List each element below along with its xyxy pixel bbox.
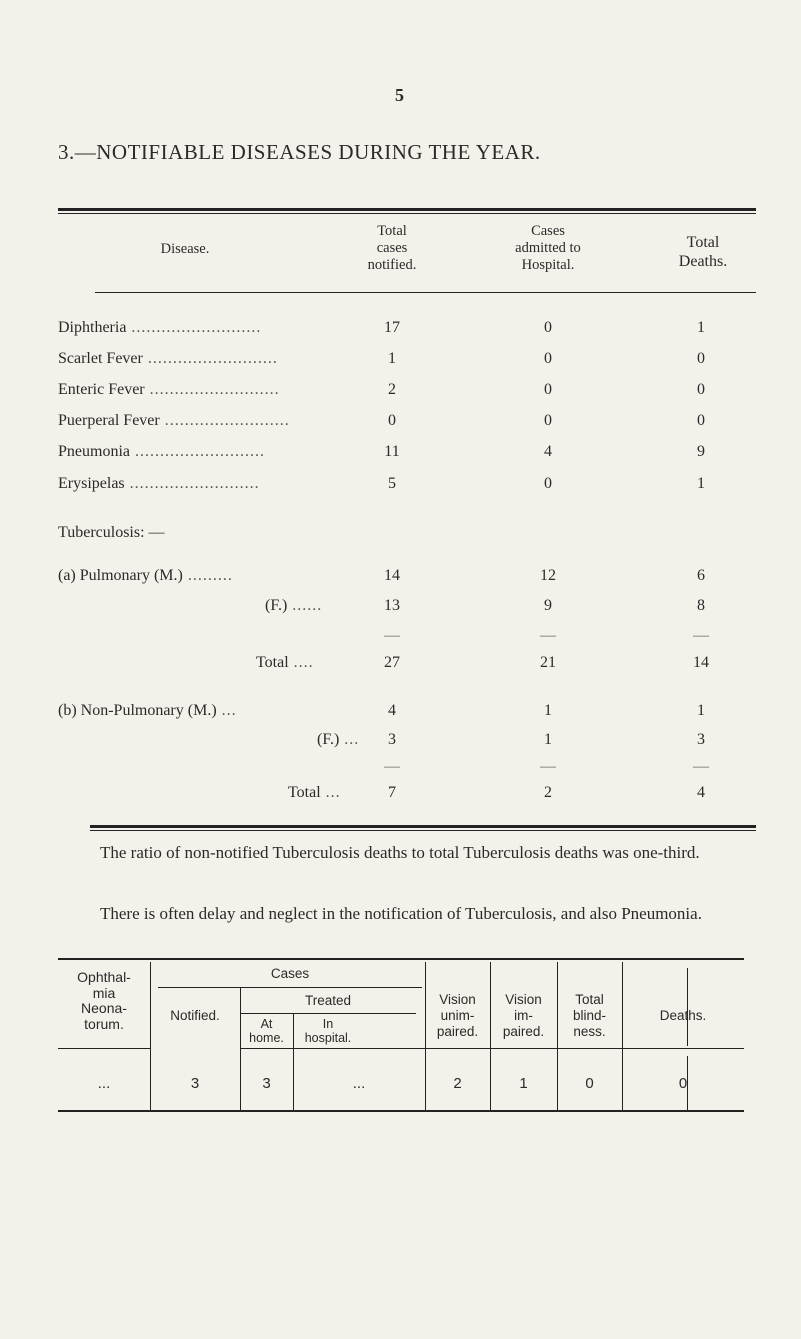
col-divider	[687, 968, 688, 1046]
disease-name: Erysipelas	[58, 475, 125, 492]
value-vision-unimpaired: 2	[453, 1075, 462, 1092]
disease-name: Scarlet Fever	[58, 350, 143, 367]
table-top-rule	[58, 208, 756, 211]
ophthalmia-top-rule	[58, 958, 744, 960]
sum-dash: —	[540, 627, 556, 644]
treated-underline	[240, 1013, 416, 1014]
value-disease: ...	[97, 1075, 111, 1092]
table-row: Enteric Fever .......................... 2 0 0	[0, 381, 801, 405]
cell-notified: 7	[388, 784, 396, 801]
non-pulmonary-total-label: Total	[288, 784, 321, 801]
cell-hospital: 1	[544, 702, 552, 719]
cell-deaths: 14	[693, 654, 709, 671]
cell-deaths: 1	[697, 319, 705, 336]
cell-hospital: 1	[544, 731, 552, 748]
cell-notified: 1	[388, 350, 396, 367]
header-total-notified: Total cases notified.	[367, 223, 417, 273]
header-notified: Notified.	[170, 1008, 220, 1023]
cell-hospital: 0	[544, 350, 552, 367]
header-ophthalmia: Ophthal- mia Neona- torum.	[77, 969, 131, 1032]
cell-hospital: 4	[544, 443, 552, 460]
sum-dash: —	[384, 758, 400, 775]
header-bottom-rule	[58, 1048, 150, 1049]
cell-hospital: 0	[544, 319, 552, 336]
disease-name: Puerperal Fever	[58, 412, 160, 429]
paragraph-ratio: The ratio of non-notified Tuberculosis deaths to total Tuberculosis deaths was one-third.	[100, 843, 700, 862]
sum-dash: —	[384, 627, 400, 644]
cell-notified: 17	[384, 319, 400, 336]
tuberculosis-heading-row	[0, 524, 801, 548]
tuberculosis-heading: Tuberculosis: —	[58, 524, 165, 541]
non-pulmonary-female-label: (F.)	[317, 731, 340, 748]
table-row: (F.) ... 3 1 3	[0, 731, 801, 755]
table-row-total: Total ... 7 2 4	[0, 784, 801, 808]
cell-deaths: 8	[697, 597, 705, 614]
header-disease: Disease.	[160, 241, 210, 257]
header-cases-hospital: Cases admitted to Hospital.	[515, 223, 581, 273]
sum-dash: —	[693, 758, 709, 775]
cell-notified: 14	[384, 567, 400, 584]
cell-deaths: 9	[697, 443, 705, 460]
table-top-rule-thin	[58, 213, 756, 214]
header-at-home: At home.	[249, 1017, 284, 1045]
cell-deaths: 4	[697, 784, 705, 801]
cell-deaths: 0	[697, 381, 705, 398]
cell-notified: 27	[384, 654, 400, 671]
table-row-total: Total .... 27 21 14	[0, 654, 801, 678]
cell-notified: 13	[384, 597, 400, 614]
header-vision-impaired: Vision im- paired.	[502, 992, 545, 1039]
table-row: Puerperal Fever ......................... 0 0 0	[0, 412, 801, 436]
cell-hospital: 0	[544, 381, 552, 398]
header-rule	[95, 292, 756, 293]
value-at-home: 3	[262, 1075, 271, 1092]
pulmonary-total-label: Total	[256, 654, 289, 671]
cases-underline	[158, 987, 422, 988]
table-row: Erysipelas .......................... 5 0 1	[0, 475, 801, 499]
cell-notified: 5	[388, 475, 396, 492]
table-row: (F.) ...... 13 9 8	[0, 597, 801, 621]
paragraph-delay: There is often delay and neglect in the notification of Tuberculosis, and also Pneumonia.	[100, 904, 702, 923]
page-number: 5	[395, 85, 404, 105]
value-deaths: 0	[678, 1075, 688, 1092]
cell-hospital: 0	[544, 412, 552, 429]
header-in-hospital: In hospital.	[304, 1017, 352, 1045]
disease-name: Diphtheria	[58, 319, 127, 336]
value-total-blindness: 0	[585, 1075, 594, 1092]
cell-notified: 2	[388, 381, 396, 398]
pulmonary-male-label: (a) Pulmonary (M.)	[58, 567, 183, 584]
header-vision-unimpaired: Vision unim- paired.	[436, 992, 479, 1039]
cell-notified: 4	[388, 702, 396, 719]
cell-notified: 11	[384, 443, 400, 460]
cell-hospital: 21	[540, 654, 556, 671]
cell-deaths: 0	[697, 350, 705, 367]
table-row: Diphtheria .......................... 17 0 1	[0, 319, 801, 343]
header-total-blindness: Total blind- ness.	[572, 992, 607, 1039]
value-in-hospital: ...	[352, 1075, 366, 1092]
cell-deaths: 6	[697, 567, 705, 584]
cell-deaths: 1	[697, 475, 705, 492]
table-row: Pneumonia .......................... 11 4 9	[0, 443, 801, 467]
table-row: (a) Pulmonary (M.) ......... 14 12 6	[0, 567, 801, 591]
cell-hospital: 0	[544, 475, 552, 492]
header-bottom-rule	[240, 1048, 744, 1049]
table-row: (b) Non-Pulmonary (M.) ... 4 1 1	[0, 702, 801, 726]
table-row: Scarlet Fever .......................... 1 0 0	[0, 350, 801, 374]
cell-deaths: 3	[697, 731, 705, 748]
cell-hospital: 12	[540, 567, 556, 584]
value-notified: 3	[190, 1075, 200, 1092]
pulmonary-female-label: (F.)	[265, 597, 288, 614]
disease-name: Enteric Fever	[58, 381, 145, 398]
cell-notified: 3	[388, 731, 396, 748]
sum-dash: —	[540, 758, 556, 775]
sum-dash: —	[693, 627, 709, 644]
non-pulmonary-male-label: (b) Non-Pulmonary (M.)	[58, 702, 217, 719]
header-total-deaths: Total Deaths.	[678, 234, 728, 270]
section-title: 3.—NOTIFIABLE DISEASES DURING THE YEAR.	[58, 140, 541, 164]
cell-deaths: 1	[697, 702, 705, 719]
cell-hospital: 9	[544, 597, 552, 614]
table-bottom-rule-thin	[90, 830, 756, 831]
cell-notified: 0	[388, 412, 396, 429]
value-vision-impaired: 1	[519, 1075, 528, 1092]
table-bottom-rule	[90, 825, 756, 828]
ophthalmia-bottom-rule	[58, 1110, 744, 1112]
header-cases: Cases	[270, 966, 310, 981]
disease-name: Pneumonia	[58, 443, 130, 460]
header-treated: Treated	[304, 993, 352, 1008]
header-deaths: Deaths.	[659, 1008, 707, 1023]
cell-hospital: 2	[544, 784, 552, 801]
cell-deaths: 0	[697, 412, 705, 429]
